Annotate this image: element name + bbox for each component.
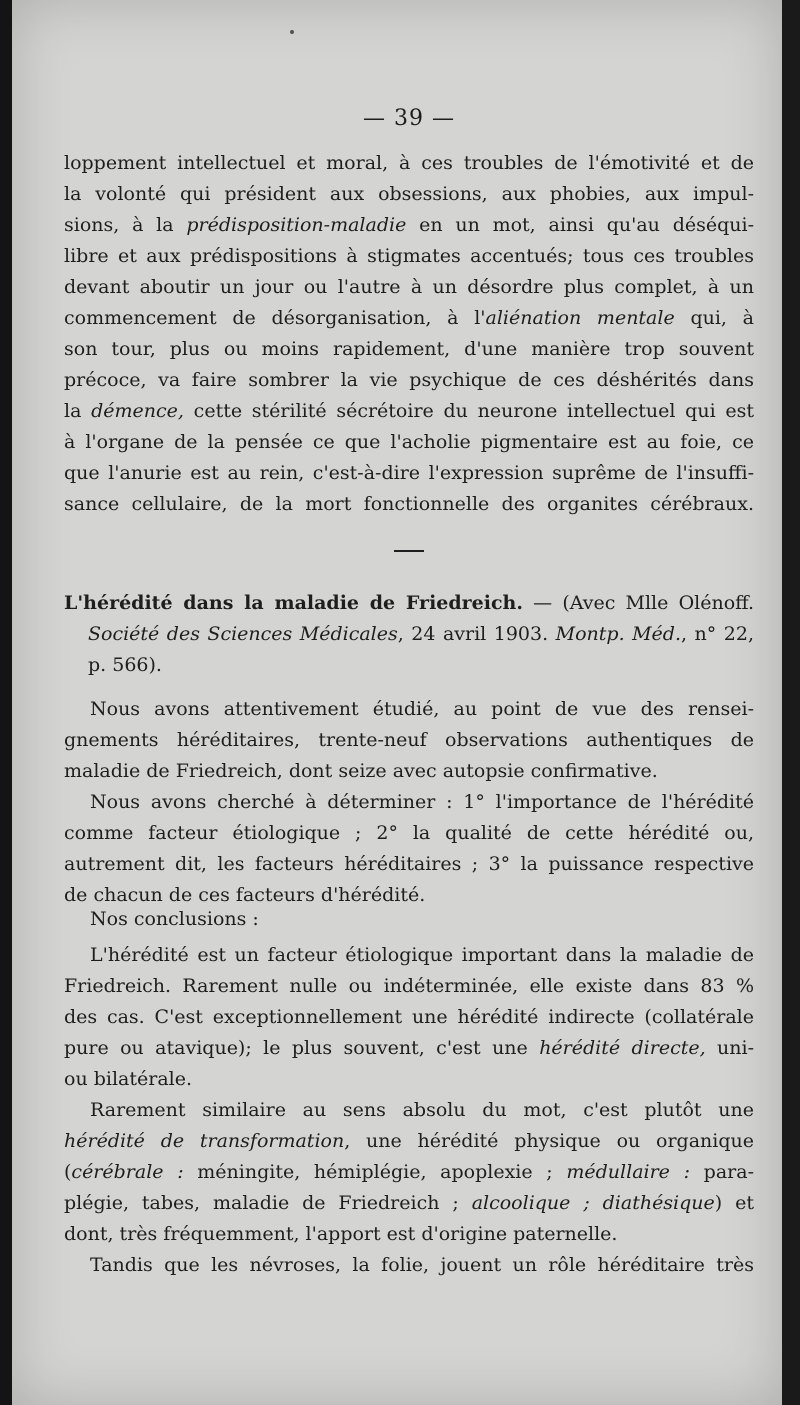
emphasis: aliénation mentale — [485, 307, 675, 329]
text-line: maladie de Friedreich, dont seize avec autopsie confirmative. — [64, 760, 658, 782]
citation-line: p. 566). — [88, 654, 162, 676]
text-line: loppement intellectuel et moral, à ces troubles de l'émotivité et de — [64, 152, 754, 174]
text-line: Nous avons cherché à déterminer : 1° l'importance de l'hérédité — [90, 791, 754, 813]
text-line: la volonté qui président aux obsessions, aux phobies, aux impul- — [64, 183, 754, 205]
text-line: Nos conclusions : — [90, 908, 259, 930]
text-line: Nous avons attentivement étudié, au point de vue des rensei- — [90, 698, 754, 720]
text-line: gnements héréditaires, trente-neuf observations authentiques de — [64, 729, 754, 751]
text-line: Tandis que les névroses, la folie, jouent un rôle héréditaire très — [90, 1254, 754, 1276]
text-line: dont, très fréquemment, l'apport est d'origine paternelle. — [64, 1223, 618, 1245]
emphasis: prédisposition-maladie — [186, 214, 407, 236]
text-line: Rarement similaire au sens absolu du mot, c'est plutôt une — [90, 1099, 754, 1121]
section-divider — [394, 550, 424, 552]
text-line: pure ou atavique); le plus souvent, c'est une hérédité directe, uni- — [64, 1037, 755, 1059]
text-line: que l'anurie est au rein, c'est-à-dire l'expression suprême de l'insuffi- — [64, 462, 754, 484]
emphasis: démence, — [91, 400, 184, 422]
section-title: L'hérédité dans la maladie de Friedreich. — [64, 592, 523, 614]
paper-speck — [290, 30, 294, 34]
text-line: autrement dit, les facteurs héréditaires ; 3° la puissance respective — [64, 853, 754, 875]
text-line: sance cellulaire, de la mort fonctionnelle des organites cérébraux. — [64, 493, 754, 515]
text-line: son tour, plus ou moins rapidement, d'une manière trop souvent — [64, 338, 754, 360]
text-line: hérédité de transformation, une hérédité physique ou organique — [64, 1130, 754, 1152]
emphasis: hérédité directe, — [539, 1037, 706, 1059]
citation-line: Société des Sciences Médicales, 24 avril 1903. Montp. Méd., n° 22, — [88, 623, 754, 645]
emphasis: hérédité de transformation — [64, 1130, 345, 1152]
section-heading: L'hérédité dans la maladie de Friedreich. — (Avec Mlle Olénoff. — [64, 592, 755, 614]
text-line: devant aboutir un jour ou l'autre à un désordre plus complet, à un — [64, 276, 754, 298]
page-number: — 39 — — [363, 106, 455, 131]
text-line: L'hérédité est un facteur étiologique important dans la maladie de — [90, 944, 754, 966]
text-line: plégie, tabes, maladie de Friedreich ; alcoolique ; diathésique) et — [64, 1192, 754, 1214]
text-line: la démence, cette stérilité sécrétoire du neurone intellectuel qui est — [64, 400, 754, 422]
text-line: sions, à la prédisposition-maladie en un mot, ainsi qu'au déséqui- — [64, 214, 754, 236]
text-line: libre et aux prédispositions à stigmates accentués; tous ces troubles — [64, 245, 754, 267]
text-line: comme facteur étiologique ; 2° la qualité de cette hérédité ou, — [64, 822, 754, 844]
scan-edge — [782, 0, 800, 1405]
text-line: précoce, va faire sombrer la vie psychique de ces déshérités dans — [64, 369, 754, 391]
text-line: à l'organe de la pensée ce que l'acholie pigmentaire est au foie, ce — [64, 431, 754, 453]
text-line: Friedreich. Rarement nulle ou indéterminée, elle existe dans 83 % — [64, 975, 754, 997]
text-line: des cas. C'est exceptionnellement une hérédité indirecte (collatérale — [64, 1006, 754, 1028]
text-line: (cérébrale : méningite, hémiplégie, apoplexie ; médullaire : para- — [64, 1161, 754, 1183]
text-line: de chacun de ces facteurs d'hérédité. — [64, 884, 426, 906]
text-line: ou bilatérale. — [64, 1068, 193, 1090]
text-line: commencement de désorganisation, à l'aliénation mentale qui, à — [64, 307, 755, 329]
